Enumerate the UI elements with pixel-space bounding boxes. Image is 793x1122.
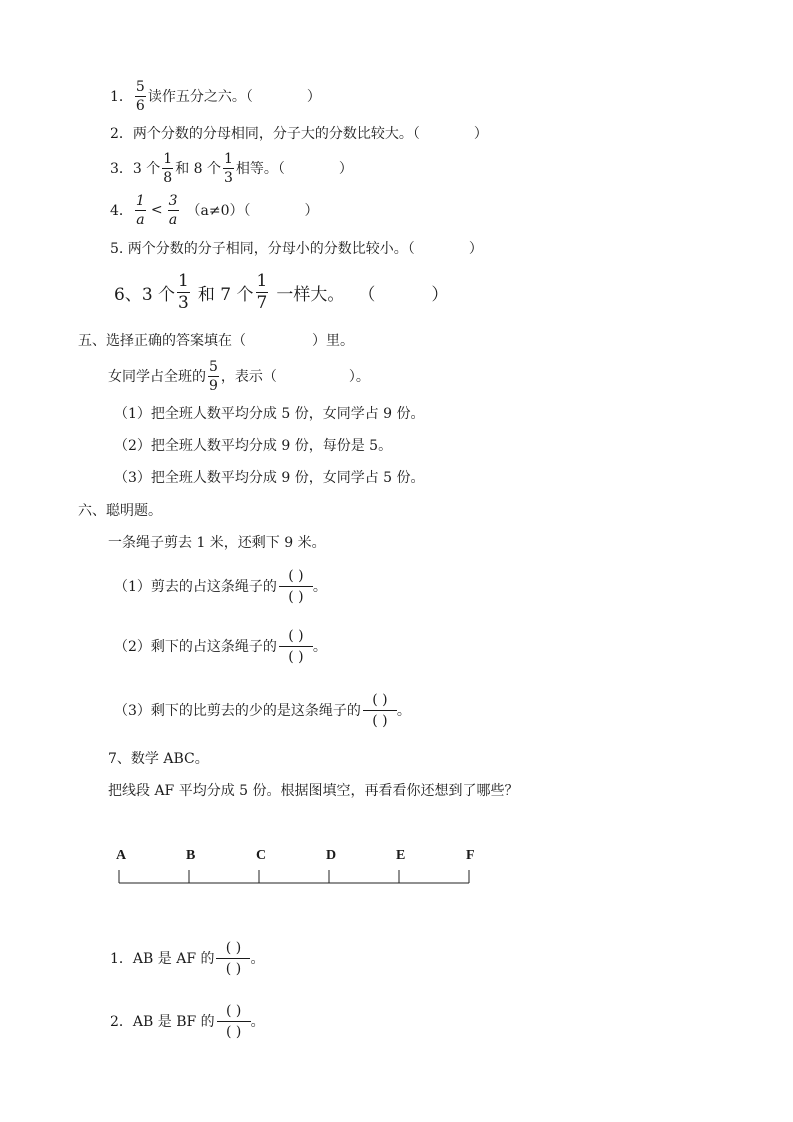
q4-condition: （a≠0）（ [186, 203, 251, 219]
q4-frac1-den: a [136, 211, 145, 228]
section7-q2-fraction-blank[interactable] [217, 1004, 251, 1039]
line-segment-diagram [110, 840, 490, 900]
section7-q2-den-blank[interactable]: ( ) [225, 1023, 242, 1040]
judge-q2 [110, 113, 488, 153]
q6-fraction-2 [256, 270, 269, 313]
section6-q2-num-blank[interactable]: ( ) [279, 629, 313, 647]
q6-close: ） [431, 284, 449, 305]
q6-frac1-den: 3 [178, 292, 189, 313]
q6-text-c: 一样大。 [276, 284, 345, 305]
q3-frac1-num: 1 [163, 150, 173, 167]
q3-frac1-den: 8 [163, 169, 173, 186]
section7-q1 [110, 938, 264, 978]
section6-q2 [114, 626, 327, 666]
section6-stem-text: 一条绳子剪去 1 米，还剩下 9 米。 [108, 535, 326, 551]
q6-frac1-num: 1 [178, 270, 189, 291]
section5-frac-den: 9 [209, 377, 218, 394]
point-a-label: A [116, 848, 127, 863]
q3-fraction-2 [223, 152, 234, 185]
section6-q2-den-blank[interactable]: ( ) [288, 648, 304, 665]
point-e-label: E [396, 848, 406, 863]
q3-frac2-den: 3 [224, 169, 233, 186]
q4-close: ） [304, 203, 319, 219]
section5-option-1-text: （1）把全班人数平均分成 5 份，女同学占 9 份。 [114, 406, 425, 422]
section7-q2-num-blank[interactable]: ( ) [217, 1004, 251, 1022]
section5-option-3-text: （3）把全班人数平均分成 9 份，女同学占 5 份。 [114, 470, 425, 486]
q1-fraction [135, 80, 146, 113]
section6-q2-text: （2）剩下的占这条绳子的 [114, 639, 277, 655]
q4-frac2-den: a [168, 211, 178, 228]
q4-fraction-1 [135, 194, 146, 227]
section5-heading [78, 320, 354, 360]
judge-q3 [110, 148, 353, 188]
section6-stem [108, 522, 326, 562]
section6-q1 [114, 566, 327, 606]
q3-text-a: 3．3 个 [110, 161, 161, 177]
section6-q3-num-blank[interactable]: ( ) [363, 693, 397, 711]
section5-stem-a: 女同学占全班的 [108, 369, 206, 385]
point-f-label: F [466, 848, 475, 863]
q6-paren-open: （ [358, 284, 376, 305]
segment-svg [110, 840, 490, 900]
q5-text: 5. 两个分数的分子相同，分母小的分数比较小。（ [110, 241, 415, 257]
q3-text-c: 相等。（ [235, 161, 285, 177]
section7-q1-fraction-blank[interactable] [216, 941, 250, 976]
point-d-label: D [326, 848, 337, 863]
point-c-label: C [256, 848, 267, 863]
q1-number: 1． [110, 89, 133, 105]
section7-q1-num-blank[interactable]: ( ) [216, 941, 250, 959]
q6-frac2-num: 1 [256, 270, 268, 291]
q4-frac2-num: 3 [168, 192, 178, 209]
section6-heading-text: 六、聪明题。 [78, 503, 162, 519]
q6-frac2-den: 7 [256, 292, 268, 313]
q1-text: 读作五分之六。（ [147, 89, 253, 105]
section6-q3-den-blank[interactable]: ( ) [372, 712, 388, 729]
section6-q2-fraction-blank[interactable] [279, 629, 313, 664]
q4-number: 4． [110, 203, 133, 219]
section7-q1-end: 。 [250, 951, 265, 967]
q3-frac2-num: 1 [224, 150, 233, 167]
section5-fraction [208, 360, 219, 393]
section7-q2 [110, 1001, 265, 1041]
judge-q1 [110, 76, 321, 116]
point-b-label: B [186, 848, 196, 863]
q6-text-a: 6、3 个 [114, 284, 176, 305]
section5-heading-close: ）里。 [312, 333, 354, 349]
section6-q1-den-blank[interactable]: ( ) [288, 588, 304, 605]
judge-q4 [110, 190, 318, 230]
q4-frac1-num: 1 [135, 192, 145, 209]
section7-q1-text: 1．AB 是 AF 的 [110, 951, 215, 967]
judge-q5 [110, 228, 483, 268]
section5-stem-b: ，表示（ [220, 369, 277, 385]
section6-q1-end: 。 [312, 579, 327, 595]
q6-fraction-1 [177, 270, 190, 313]
section5-heading-text: 五、选择正确的答案填在（ [78, 333, 246, 349]
section6-q1-fraction-blank[interactable] [279, 569, 313, 604]
section6-q2-end: 。 [312, 639, 327, 655]
q4-less-than: < [150, 202, 163, 218]
q2-text: 2．两个分数的分母相同，分子大的分数比较大。（ [110, 126, 420, 142]
section6-q1-text: （1）剪去的占这条绳子的 [114, 579, 277, 595]
q1-frac-num: 5 [135, 78, 145, 95]
q6-text-b: 和 7 个 [197, 284, 254, 305]
q1-frac-den: 6 [135, 97, 145, 114]
section7-q2-end: 。 [250, 1014, 265, 1030]
q3-fraction-1 [162, 152, 173, 185]
q2-close: ） [473, 126, 488, 142]
section5-frac-num: 5 [209, 358, 218, 375]
section5-stem-close: ）。 [348, 369, 370, 385]
section7-stem-text: 把线段 AF 平均分成 5 份。根据图填空，再看看你还想到了哪些？ [108, 783, 519, 799]
section6-q3-end: 。 [396, 703, 411, 719]
q3-close: ） [338, 161, 353, 177]
section6-q3-fraction-blank[interactable] [363, 693, 397, 728]
section5-stem [108, 356, 370, 396]
q3-text-b: 和 8 个 [175, 161, 221, 177]
q1-close: ） [306, 89, 321, 105]
section7-heading-text: 7、数学 ABC。 [108, 751, 209, 767]
section6-q3-text: （3）剩下的比剪去的少的是这条绳子的 [114, 703, 361, 719]
q4-fraction-2 [168, 194, 179, 227]
section7-stem [108, 770, 519, 810]
section7-q2-text: 2．AB 是 BF 的 [110, 1014, 215, 1030]
section7-q1-den-blank[interactable]: ( ) [225, 960, 242, 977]
section6-q3 [114, 690, 411, 730]
judge-q6 [114, 272, 448, 312]
section5-option-2-text: （2）把全班人数平均分成 9 份，每份是 5。 [114, 438, 393, 454]
q5-close: ） [468, 241, 483, 257]
section6-q1-num-blank[interactable]: ( ) [279, 569, 313, 587]
